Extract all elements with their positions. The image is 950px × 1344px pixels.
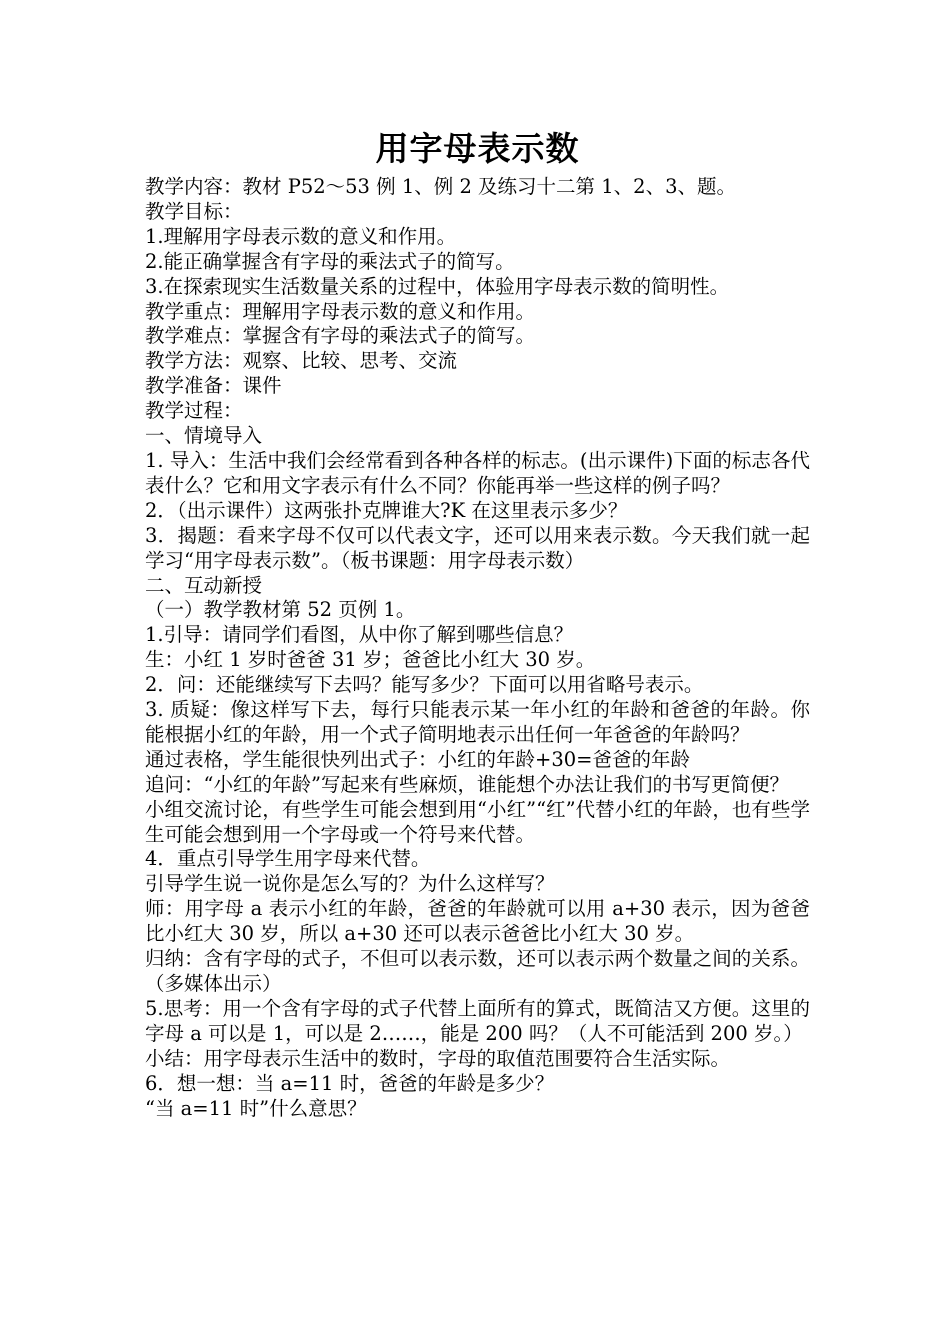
teaching-difficulty: 教学难点：掌握含有字母的乘法式子的简写。	[145, 324, 536, 348]
page-title: 用字母表示数	[375, 129, 580, 168]
teaching-method: 教学方法：观察、比较、思考、交流	[145, 349, 458, 373]
paragraph: 归纳：含有字母的式子，不但可以表示数，还可以表示两个数量之间的关系。（多媒体出示）	[145, 947, 810, 995]
paragraph: 追问：“小红的年龄”写起来有些麻烦，谁能想个办法让我们的书写更简便？	[145, 772, 789, 796]
paragraph: 小组交流讨论，有些学生可能会想到用“小红”“红”代替小红的年龄，也有些学生可能会想到用一个字母或一个符号来代替。	[145, 797, 810, 846]
paragraph: 师：用字母 a 表示小红的年龄，爸爸的年龄就可以用 a+30 表示，因为爸爸比小红大 30 岁，所以 a+30 还可以表示爸爸比小红大 30 岁。	[145, 897, 810, 946]
goal-item: 2.能正确掌握含有字母的乘法式子的简写。	[145, 249, 515, 273]
goal-item: 3.在探索现实生活数量关系的过程中，体验用字母表示数的简明性。	[145, 274, 730, 298]
paragraph: 5.思考：用一个含有字母的式子代替上面所有的算式，既简洁又方便。这里的字母 a 可以是 1，可以是 2……，能是 200 吗？（人不可能活到 200 岁。）	[145, 996, 810, 1045]
teaching-process-heading: 教学过程：	[145, 399, 243, 423]
paragraph: “当 a=11 时”什么意思？	[145, 1096, 367, 1120]
paragraph: 通过表格，学生能很快列出式子：小红的年龄+30=爸爸的年龄	[145, 747, 690, 771]
section-heading: 二、互动新授	[145, 573, 263, 597]
document-body	[145, 175, 810, 1121]
paragraph: 1.引导：请同学们看图，从中你了解到哪些信息？	[145, 623, 574, 647]
goal-item: 1.理解用字母表示数的意义和作用。	[145, 224, 457, 248]
paragraph: 引导学生说一说你是怎么写的？为什么这样写？	[145, 872, 555, 896]
document-page	[145, 125, 810, 1121]
subsection-heading: （一）教学教材第 52 页例 1。	[145, 598, 416, 622]
teaching-focus: 教学重点：理解用字母表示数的意义和作用。	[145, 299, 536, 323]
paragraph: 4．重点引导学生用字母来代替。	[145, 847, 431, 871]
paragraph: 3. 质疑：像这样写下去，每行只能表示某一年小红的年龄和爸爸的年龄。你能根据小红的年龄，用一个式子简明地表示出任何一年爸爸的年龄吗？	[145, 698, 810, 746]
teaching-goals-heading: 教学目标：	[145, 199, 243, 223]
paragraph: 1. 导入：生活中我们会经常看到各种各样的标志。(出示课件)下面的标志各代表什么？它和用文字表示有什么不同？你能再举一些这样的例子吗？	[145, 448, 810, 497]
paragraph: 3．揭题：看来字母不仅可以代表文字，还可以用来表示数。今天我们就一起学习“用字母表示数”。（板书课题：用字母表示数）	[145, 523, 810, 572]
teaching-content: 教学内容：教材 P52～53 例 1、例 2 及练习十二第 1、2、3、题。	[145, 175, 736, 198]
section-heading: 一、情境导入	[145, 424, 263, 448]
teaching-preparation: 教学准备：课件	[145, 374, 282, 398]
paragraph: 2．问：还能继续写下去吗？能写多少？下面可以用省略号表示。	[145, 673, 704, 697]
paragraph: 生：小红 1 岁时爸爸 31 岁；爸爸比小红大 30 岁。	[145, 648, 596, 672]
paragraph: 6．想一想：当 a=11 时，爸爸的年龄是多少？	[145, 1071, 555, 1095]
paragraph: 2．（出示课件）这两张扑克牌谁大?K 在这里表示多少？	[145, 498, 628, 522]
paragraph: 小结：用字母表示生活中的数时，字母的取值范围要符合生活实际。	[145, 1046, 731, 1070]
